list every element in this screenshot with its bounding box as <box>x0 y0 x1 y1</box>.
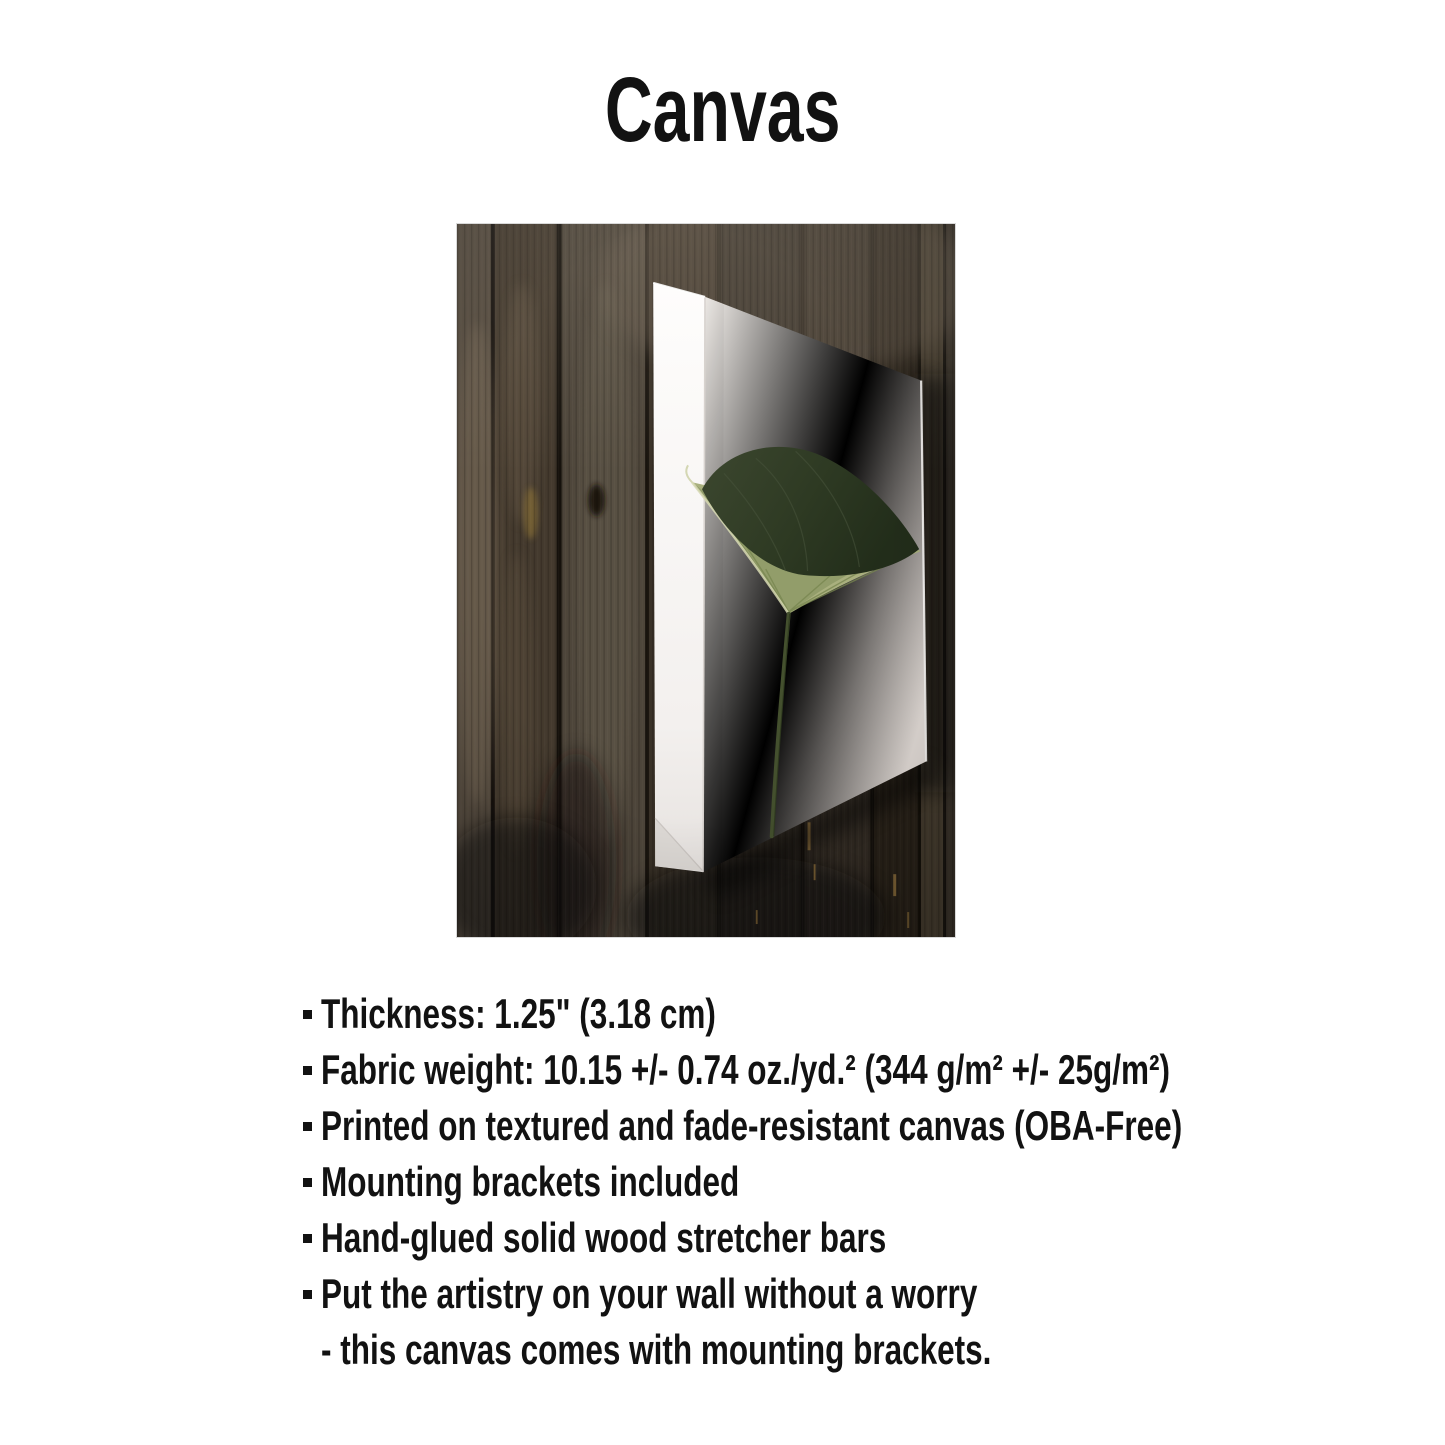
bullet-square-icon <box>303 1290 312 1299</box>
spec-item-printed-canvas <box>303 1098 1445 1154</box>
spec-text: Thickness: 1.25" (3.18 cm) <box>321 990 716 1037</box>
photo-vignette <box>457 224 955 937</box>
spec-text: Hand-glued solid wood stretcher bars <box>321 1214 887 1261</box>
spec-text: - this canvas comes with mounting brackets. <box>321 1326 992 1373</box>
spec-text: Mounting brackets included <box>321 1158 740 1205</box>
spec-item-thickness <box>303 986 1445 1042</box>
bullet-square-icon <box>303 1010 312 1019</box>
bullet-square-icon <box>303 1066 312 1075</box>
spec-text: Printed on textured and fade-resistant canvas (OBA-Free) <box>321 1102 1183 1149</box>
spec-item-stretcher-bars <box>303 1210 1445 1266</box>
bullet-square-icon <box>303 1122 312 1131</box>
bullet-square-icon <box>303 1234 312 1243</box>
page-title <box>0 59 1445 161</box>
spec-item-artistry <box>303 1266 1445 1322</box>
spec-text: Put the artistry on your wall without a worry <box>321 1270 978 1317</box>
product-photo <box>456 223 956 938</box>
spec-list <box>303 986 1445 1378</box>
leaf-canvas-photo <box>457 224 955 937</box>
spec-text: Fabric weight: 10.15 +/- 0.74 oz./yd.² (344 g/m² +/- 25g/m²) <box>321 1046 1170 1093</box>
page-title-text: Canvas <box>604 59 841 161</box>
spec-item-artistry-continuation <box>303 1322 1445 1378</box>
spec-item-mounting-brackets <box>303 1154 1445 1210</box>
spec-item-fabric-weight <box>303 1042 1445 1098</box>
bullet-square-icon <box>303 1178 312 1187</box>
